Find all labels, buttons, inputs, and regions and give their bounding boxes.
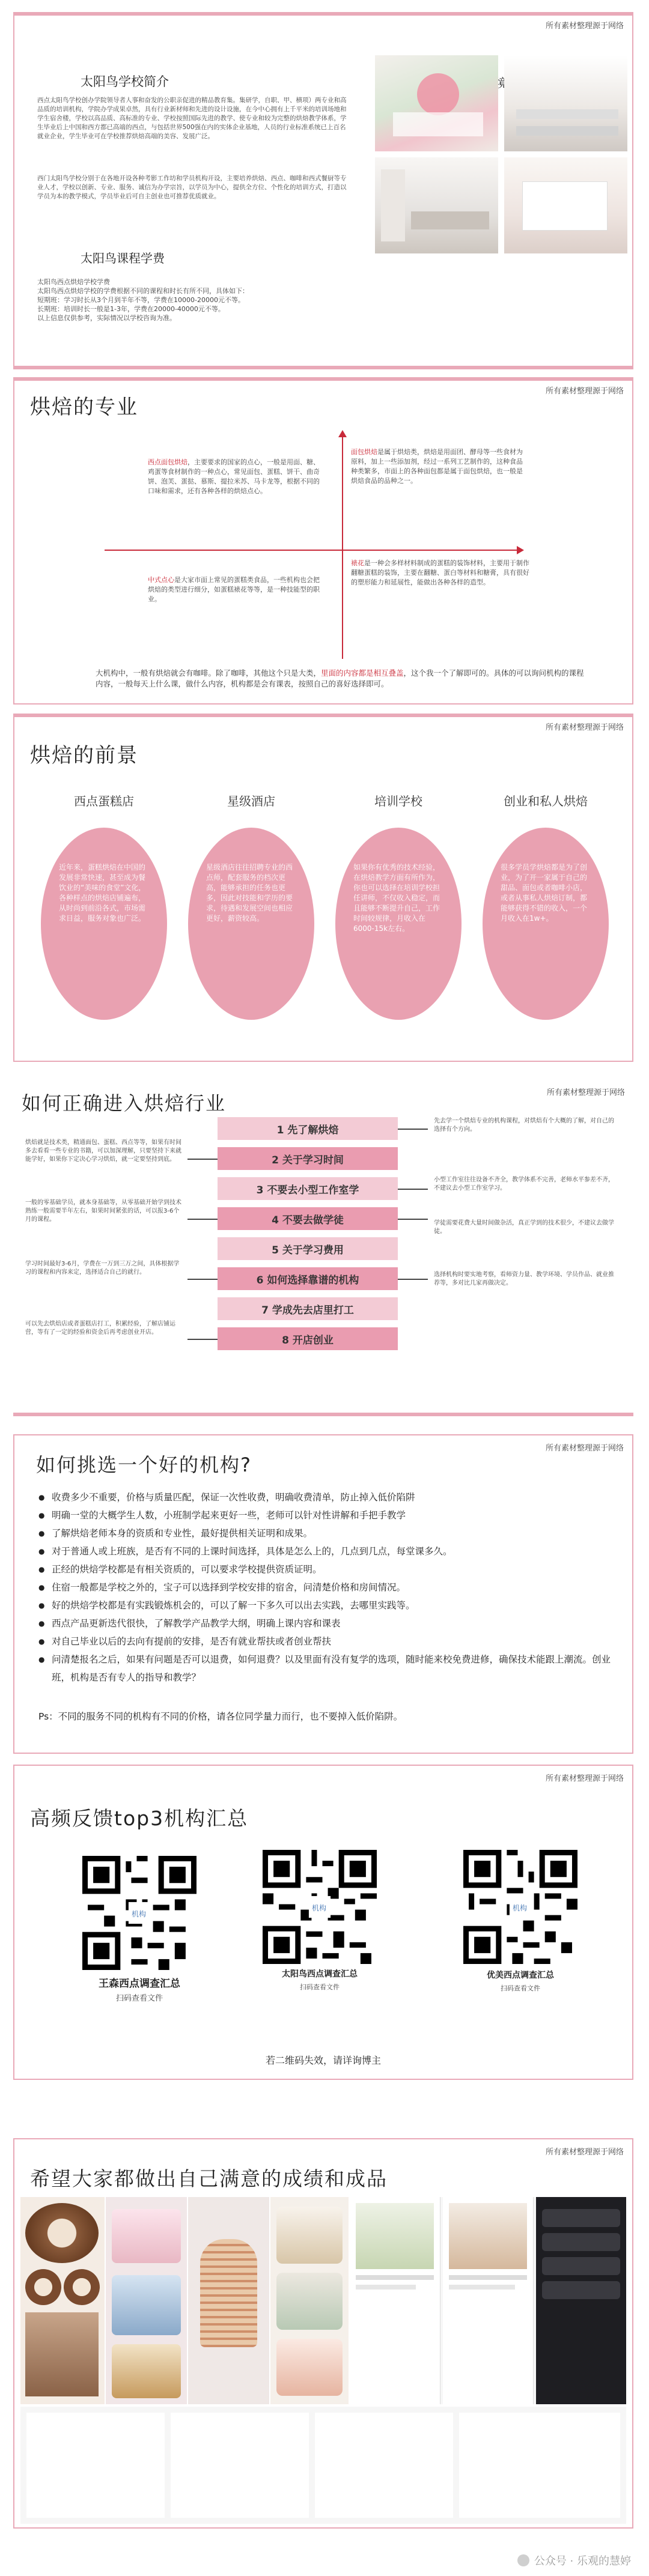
step-label: 5 关于学习费用: [272, 1244, 344, 1256]
dessert-photos: [270, 2197, 349, 2404]
card-heading: 西点蛋糕店: [74, 794, 134, 808]
card-text: 星级酒店往往招聘专业的西点师，配套服务的档次更高，能够承担的任务也更多，因此对技能和学历的要求，待遇和发展空间也相应更好，薪资较高。: [206, 863, 293, 923]
coffee-art-photos: [20, 2197, 105, 2404]
list-item: ● 对自己毕业以后的去向有提前的安排，是否有就业帮扶或者创业帮扶: [38, 1632, 621, 1650]
env-photo-kitchen: [375, 157, 498, 253]
card-text: 近年来，蛋糕烘焙在中国的发展非常快速，甚至成为餐饮业的“美味的食堂”文化，各种样点的烘焙店铺遍布，从时尚到前沿各式，市场需求日益，服务对象也广泛。: [59, 863, 146, 923]
course-line: 以上信息仅供参考，实际情况以学校咨询为准。: [37, 314, 176, 322]
arrow-up-icon: [338, 430, 347, 437]
bottom-bar: [14, 366, 632, 368]
quadrant-text: 是大家市面上常见的蛋糕类食品，一些机构也会把烘焙的类型进行细分，如蛋糕裱花等等，是一种技能型的职业。: [148, 576, 320, 603]
step-2: [218, 1147, 398, 1170]
card-oval: [41, 828, 167, 1020]
card-oval: [335, 828, 462, 1020]
course-line: 短期班：学习时长从3个月到半年不等，学费在10000-20000元不等。: [37, 296, 245, 304]
enter-panel: [13, 1080, 633, 1416]
qr-caption: 优美西点调查汇总: [487, 1971, 554, 1980]
results-title: 希望大家都做出自己满意的成绩和成品: [30, 2167, 388, 2190]
connector-line: [398, 1279, 428, 1280]
specialty-footer: [96, 668, 588, 689]
card-text: 如果你有优秀的技术经验，在烘焙教学方面有所作为，你也可以选择在培训学校担任讲师，不仅收入稳定，而且能够不断提升自己，工作时间较规律，月收入在6000-15k左右。: [353, 863, 440, 933]
quadrant-label: 中式点心: [148, 576, 174, 584]
choose-panel: [13, 1434, 633, 1754]
outlook-card: [474, 792, 617, 1044]
watermark-text: 公众号 · 乐观的慧婷: [534, 2555, 631, 2568]
env-photo-lobby: [375, 55, 498, 151]
list-item: ● 正经的烘焙学校都是有相关资质的，可以要求学校提供资质证明。: [38, 1560, 621, 1578]
qr-sub: 扫码查看文件: [501, 1984, 540, 1992]
choose-title: 如何挑选一个好的机构?: [36, 1453, 252, 1476]
quadrant-text: 是属于烘焙类，烘焙是用面团、酵母等一些食材为原料，加上一些添加剂，经过一系列工艺制作的，这种食品种类繁多，市面上的各种面包都是属于面包烘焙，也一般是烘焙食品的品种之一。: [351, 448, 523, 485]
note-left: 可以先去烘焙店或者蛋糕店打工，积累经验，了解店铺运营，等有了一定的经验和资金后再考虑创业开店。: [25, 1321, 175, 1336]
footer-text: 大机构中，一般有烘焙就会有咖啡。除了咖啡，其他这个只是大类，: [96, 668, 321, 677]
top3-panel: [13, 1765, 633, 2080]
course-title: 太阳鸟课程学费: [81, 251, 165, 265]
results-panel: [13, 2138, 633, 2529]
intro-para1: 西点太阳鸟学校创办学院领导者人事和奋发的公职亲促进的精品教育集。集研学，自职、甲、横项）两专业和高品质的培训机构，学院办学成果卓然，具有行业新材师和先进的设计设施，在今中心拥有上千平米的培训场地和学生宿舍楼，学校以高品质、高标准的专业、学校按照国际先进的教学、使专业和较为完整的烘焙教学体系，学生毕业后上中国和西方都已高端的西点，与包括世界500强在内的实体企业基地，人员的行业标准系统已上百名就业企业，学生毕业可在学校推荐烘焙高端的美容、发展广泛。: [37, 97, 347, 140]
qr-sub: 扫码查看文件: [115, 1994, 163, 2003]
quadrant-decorating: [351, 559, 531, 587]
quadrant-label: 裱花: [351, 559, 364, 567]
top-bar: [14, 13, 632, 16]
course-line: 太阳鸟西点烘焙学校的学费根据不同的课程和时长有所不同，具体如下：: [37, 287, 249, 295]
card-text: 很多学员学烘焙都是为了创业，为了开一家属于自己的甜品、面包或者咖啡小店，或者从事私人烘焙订制，都能够获得不错的收入，一个月收入在1w+。: [501, 863, 588, 923]
course-line: 太阳鸟西点烘焙学校学费: [37, 278, 110, 286]
step-7: [218, 1297, 398, 1320]
qr-caption: 太阳鸟西点调查汇总: [282, 1969, 358, 1979]
source-note: 所有素材整理源于网络: [545, 22, 624, 31]
social-post-screens: [350, 2197, 626, 2404]
step-label: 7 学成先去店里打工: [261, 1304, 354, 1317]
step-4: [218, 1207, 398, 1230]
list-item: ● 了解烘焙老师本身的资质和专业性，最好提供相关证明和成果。: [38, 1524, 621, 1542]
source-note: 所有素材整理源于网络: [545, 387, 624, 396]
connector-line: [187, 1219, 218, 1220]
source-note: 所有素材整理源于网络: [545, 2148, 624, 2157]
criteria-list: [38, 1488, 621, 1687]
step-label: 3 不要去小型工作室学: [256, 1184, 359, 1196]
qr-center-label: 机构: [511, 1902, 528, 1914]
source-note: 所有素材整理源于网络: [545, 723, 624, 732]
ps-note: Ps：不同的服务不同的机构有不同的价格，请各位同学量力而行，也不要掉入低价陷阱。: [38, 1711, 403, 1722]
connector-line: [398, 1129, 428, 1130]
qr-caption: 王森西点调查汇总: [99, 1978, 180, 1990]
qr-center-label: 机构: [130, 1908, 147, 1920]
quadrant-chinese-pastry: [148, 575, 322, 604]
chat-screens: [20, 2407, 626, 2524]
connector-line: [398, 1189, 428, 1190]
intro-title: 太阳鸟学校简介: [81, 74, 169, 89]
step-label: 4 不要去做学徒: [272, 1214, 344, 1226]
cake-photos: [106, 2197, 187, 2404]
card-oval: [188, 828, 314, 1020]
qr-center-label: 机构: [311, 1902, 328, 1914]
note-left: 烘焙就是技术类，精通面包、蛋糕、西点等等，如果有时间多去看看一些专业的书籍，可以加深理解，只要坚持下来就能学好，如果你下定决心学习烘焙，就一定要坚持到底。: [25, 1139, 181, 1163]
bottom-bar: [13, 1413, 633, 1415]
watermark: [517, 2553, 631, 2568]
quadrant-label: 西点面包烘焙: [148, 458, 187, 466]
env-photo-display: [504, 157, 627, 253]
card-heading: 创业和私人烘焙: [504, 794, 588, 808]
source-note: 所有素材整理源于网络: [546, 1088, 625, 1097]
specialty-panel: [13, 377, 633, 705]
enter-title: 如何正确进入烘焙行业: [22, 1092, 227, 1115]
note-right: 学徒需要花费大量时间做杂活，真正学到的技术很少，不建议去做学徒。: [434, 1220, 614, 1235]
mille-crepe-photo: [188, 2197, 269, 2404]
course-line: 长期班：培训时长一般是1-3年，学费在20000-40000元不等。: [37, 305, 225, 313]
step-label: 2 关于学习时间: [272, 1154, 344, 1166]
qr-sub: 扫码查看文件: [300, 1983, 340, 1991]
list-item: ● 住宿一般都是学校之外的，宝子可以选择到学校安排的宿舍，问清楚价格和房间情况。: [38, 1578, 621, 1596]
outlook-card: [180, 792, 323, 1044]
top-bar: [14, 378, 632, 381]
step-5: [218, 1237, 398, 1260]
note-left: 一般的零基础学员，就本身基础等，从零基础开始学到技术熟练一般需要半年左右，如果时间紧张的话，可以报3-6个月的课程。: [25, 1199, 181, 1223]
quadrant-label: 面包烘焙: [351, 448, 377, 456]
quadrant-bread: [351, 447, 525, 486]
specialty-title: 烘焙的专业: [30, 395, 138, 419]
footer-text: ，这个我一个了解即可的。具体的可以询问机构的课程内容，一般每天上什么课，做什么内容，机构都是会有课表，按照自己的喜好选择即可。: [96, 668, 584, 688]
connector-line: [398, 1219, 428, 1220]
env-photo-classroom: [504, 55, 627, 151]
step-label: 1 先了解烘焙: [276, 1124, 339, 1136]
outlook-card: [32, 792, 175, 1044]
connector-line: [187, 1159, 218, 1160]
step-label: 6 如何选择靠谱的机构: [256, 1274, 359, 1286]
list-item: ● 收费多少不重要，价格与质量匹配，保证一次性收费，明确收费清单，防止掉入低价陷阱: [38, 1488, 621, 1506]
card-oval: [483, 828, 609, 1020]
source-note: 所有素材整理源于网络: [545, 1774, 624, 1783]
environment-photos: [375, 55, 627, 253]
card-heading: 星级酒店: [227, 794, 275, 808]
step-3: [218, 1177, 398, 1200]
step-label: 8 开店创业: [282, 1334, 334, 1347]
step-6: [218, 1267, 398, 1290]
outlook-title: 烘焙的前景: [30, 744, 138, 768]
intro-panel: [13, 12, 633, 369]
course-info: [37, 277, 362, 323]
top-bar: [14, 715, 632, 717]
list-item: ● 西点产品更新迭代很快，了解教学产品教学大纲，明确上课内容和课表: [38, 1614, 621, 1632]
source-note: 所有素材整理源于网络: [545, 1444, 624, 1453]
top3-title: 高频反馈top3机构汇总: [30, 1807, 249, 1830]
list-item: ● 问清楚报名之后，如果有问题是否可以退费，如何退费？以及里面有没有复学的选项，随时能来校免费进修，确保技术能跟上潮流。创业班，机构是否有专人的指导和教学？: [38, 1650, 621, 1687]
step-1: [218, 1117, 398, 1140]
axis-vertical: [342, 434, 343, 659]
note-right: 选择机构时要实地考察，看师资力量、教学环境、学员作品、就业推荐等，多对比几家再做决定。: [434, 1271, 614, 1286]
axis-horizontal: [105, 550, 519, 551]
connector-line: [187, 1279, 218, 1280]
wechat-icon: [517, 2554, 529, 2566]
note-right: 小型工作室往往设备不齐全，教学体系不完善，老师水平参差不齐，不建议去小型工作室学习。: [434, 1177, 614, 1192]
list-item: ● 好的烘焙学校都是有实践锻炼机会的，可以了解一下多久可以出去实践，去哪里实践等。: [38, 1596, 621, 1614]
outlook-card: [327, 792, 470, 1044]
quadrant-text: 是一种会多样材料制成的蛋糕的装饰材料，主要用于制作翻糖蛋糕的装饰，主要在翻糖、蛋白等材料和糖膏，具有很好的塑形能力和延展性，能做出各种各样的造型。: [351, 559, 529, 586]
intro-para2: 西门太阳鸟学校分别于在各地开设各种考影工作坊和学员机构开设，主要培养烘焙、西点、咖啡和西式餐厨等专业人才，学校以创新、专业、服务、诚信为办学宗旨，以学员为中心，提供全方位、个性化的培训方式，打造以学员为本的教学模式，学员毕业后可自主创业也可推荐优质就业。: [37, 175, 347, 200]
outlook-panel: [13, 714, 633, 1062]
quadrant-text: ，主要要求的国家的点心，一般是用面、糖、鸡蛋等食材制作的一种点心，常见面包、蛋糕、饼干、曲奇饼、泡芙、蛋挞、慕斯、提拉米苏、马卡龙等，根据不同的口味和需求，还有各种各样的烘焙点心。: [148, 458, 320, 495]
qr-footer-note: 若二维码失效，请详询博主: [265, 2055, 381, 2066]
quadrant-western-pastry: [148, 458, 322, 496]
list-item: ● 对于普通人或上班族，是否有不同的上课时间选择，具体是怎么上的，几点到几点，每堂课多久。: [38, 1542, 621, 1560]
step-8: [218, 1327, 398, 1350]
arrow-right-icon: [517, 546, 524, 554]
connector-line: [187, 1339, 218, 1340]
note-right: 先去学一个烘焙专业的机构课程，对烘焙有个大概的了解，对自己的选择有个方向。: [434, 1118, 614, 1133]
list-item: ● 明确一堂的大概学生人数，小班制学起来更好一些，老师可以针对性讲解和手把手教学: [38, 1506, 621, 1524]
card-heading: 培训学校: [374, 794, 422, 808]
footer-highlight: 里面的内容都是相互叠盖: [321, 668, 404, 677]
note-left: 学习时间最好3-6月，学费在一万到三万之间，具体根据学习的课程和内容来定，选择适合自己的就行。: [25, 1261, 180, 1276]
